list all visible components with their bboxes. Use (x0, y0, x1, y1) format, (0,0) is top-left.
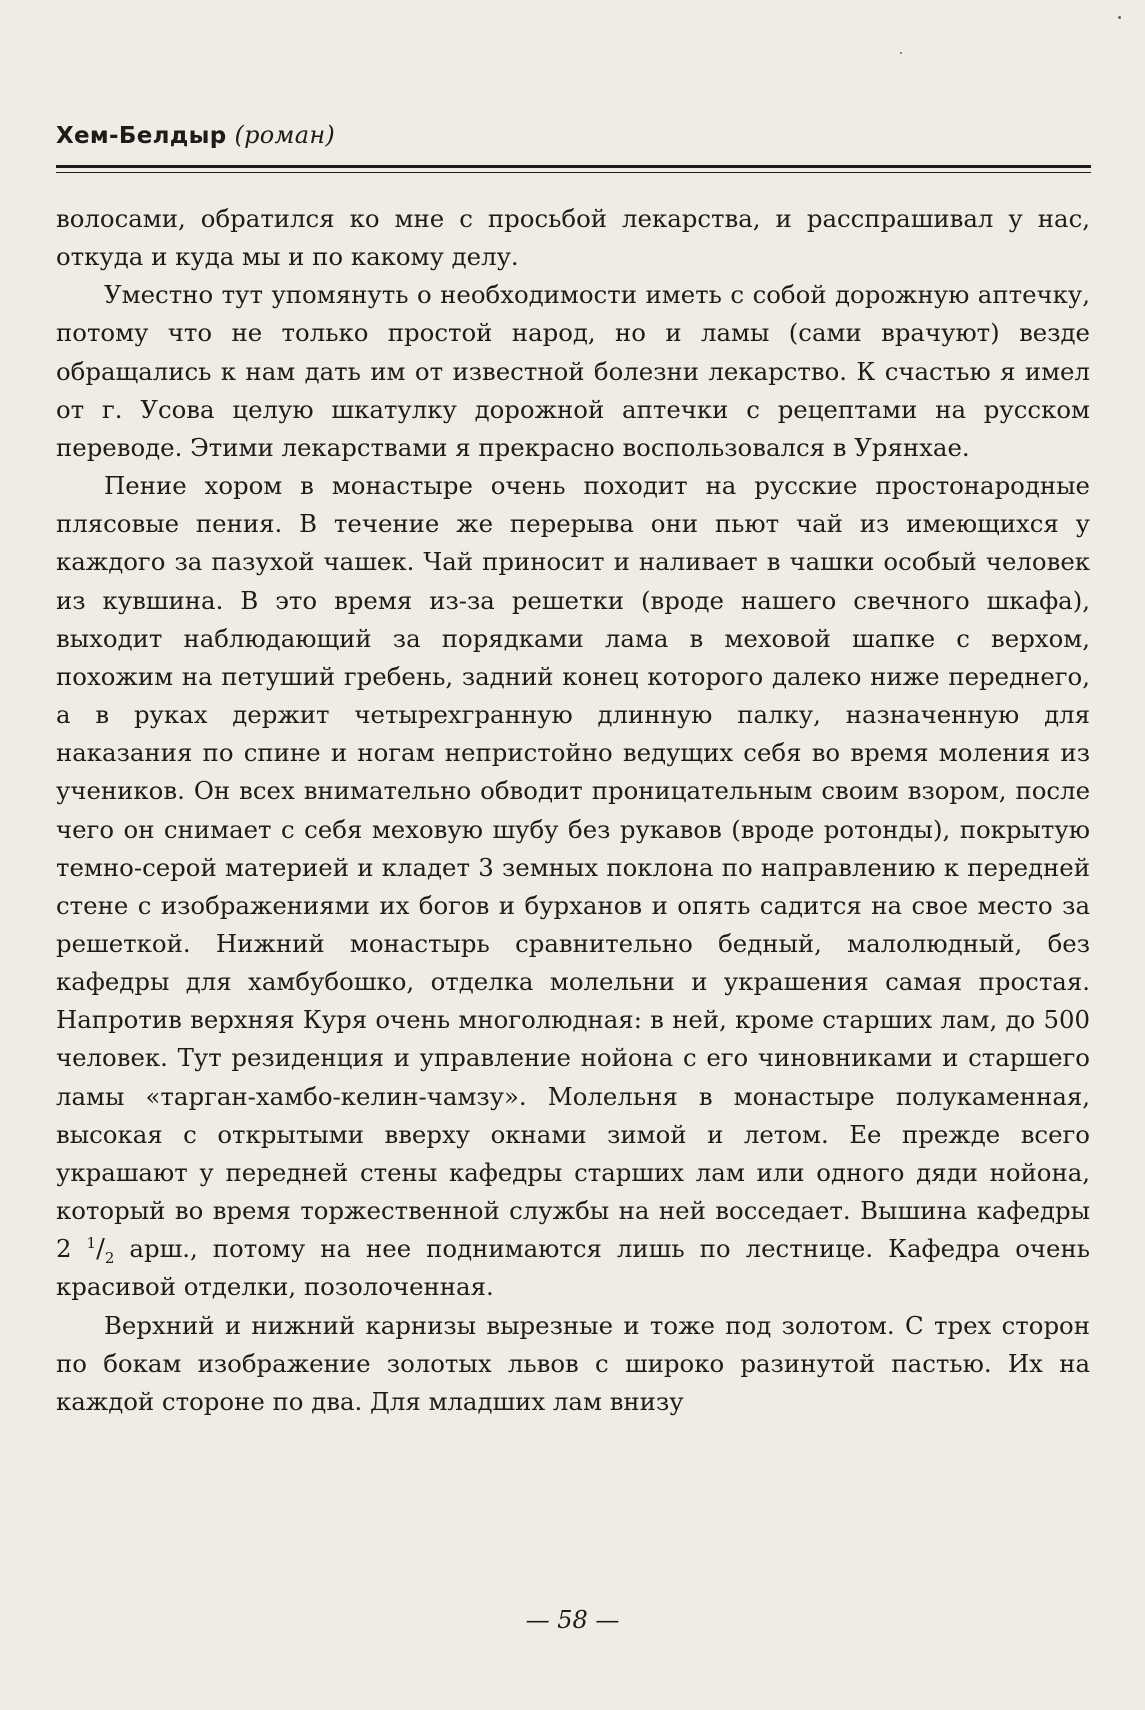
fraction-slash: / (96, 1234, 105, 1265)
book-title: Хем-Белдыр (56, 123, 227, 149)
paper-speck (900, 52, 902, 54)
paragraph (56, 467, 1090, 1306)
running-header (56, 120, 335, 151)
paragraph: Уместно тут упомянуть о необходимости иметь с собой дорожную аптечку, потому что не только простой народ, но и ламы (сами врачуют) везде обращались к нам дать им от известной болезни лекарство. К счастью я имел от г. Усова целую шкатулку дорожной аптечки с рецептами на русском переводе. Этими лекарствами я прекрасно воспользовался в Урянхае. (56, 280, 1090, 462)
paragraph: Верхний и нижний карнизы вырезные и тоже под золотом. С трех сторон по бокам изображение золотых львов с широко разинутой пастью. Их на каждой стороне по два. Для младших лам внизу (56, 1310, 1090, 1416)
paragraph-text: Пение хором в монастыре очень походит на русские простонародные плясовые пения. В течение же перерыва они пьют чай из имеющихся у каждого за пазухой чашек. Чай приносит и наливает в чашки особый человек из кувшина. В это время из-за решетки (вроде нашего свечного шкафа), выходит наблюдающий за порядками лама в меховой шапке с верхом, похожим на петуший гребень, задний конец которого далеко ниже переднего, а в руках держит четырехгранную длинную палку, назначенную для наказания по спине и ногам непристойно ведущих себя во время моления из учеников. Он всех внимательно обводит проницательным своим взором, после чего он снимает с себя меховую шубу без рукавов (вроде ротонды), покрытую темно-серой материей и кладет 3 земных поклона по направлению к передней стене с изображениями их богов и бурханов и опять садится на свое место за решеткой. Нижний монастырь сравнительно бедный, малолюдный, без кафедры для хамбубошко, отделка молельни и украшения самая простая. Напротив верхняя Куря очень многолюдная: в ней, кроме старших лам, до 500 человек. Тут резиденция и управление нойона с его чиновниками и старшего ламы «тарган-хамбо-келин-чамзу». Молельня в монастыре полукаменная, высокая с открытыми вверху окнами зимой и летом. Ее прежде всего украшают у передней стены кафедры старших лам или одного дяди нойона, который во время торжественной службы на ней восседает. Вышина кафедры 2 (56, 471, 1090, 1264)
header-rule-thin (56, 172, 1091, 173)
header-rule-thick (56, 165, 1091, 168)
fraction-numerator: 1 (86, 1234, 97, 1253)
fraction-denominator: 2 (104, 1249, 115, 1268)
fraction (86, 1234, 115, 1268)
paragraph-continued: волосами, обратился ко мне с просьбой лекарства, и расспрашивал у нас, откуда и куда мы и по какому делу. (56, 204, 1090, 272)
body-text (56, 200, 1090, 1421)
page-number: — 58 — (525, 1606, 620, 1634)
paper-speck (1118, 16, 1121, 19)
paragraph-text: арш., потому на нее поднимаются лишь по лестнице. Кафедра очень красивой отделки, позолоченная. (56, 1234, 1090, 1302)
book-genre: (роман) (234, 121, 336, 149)
